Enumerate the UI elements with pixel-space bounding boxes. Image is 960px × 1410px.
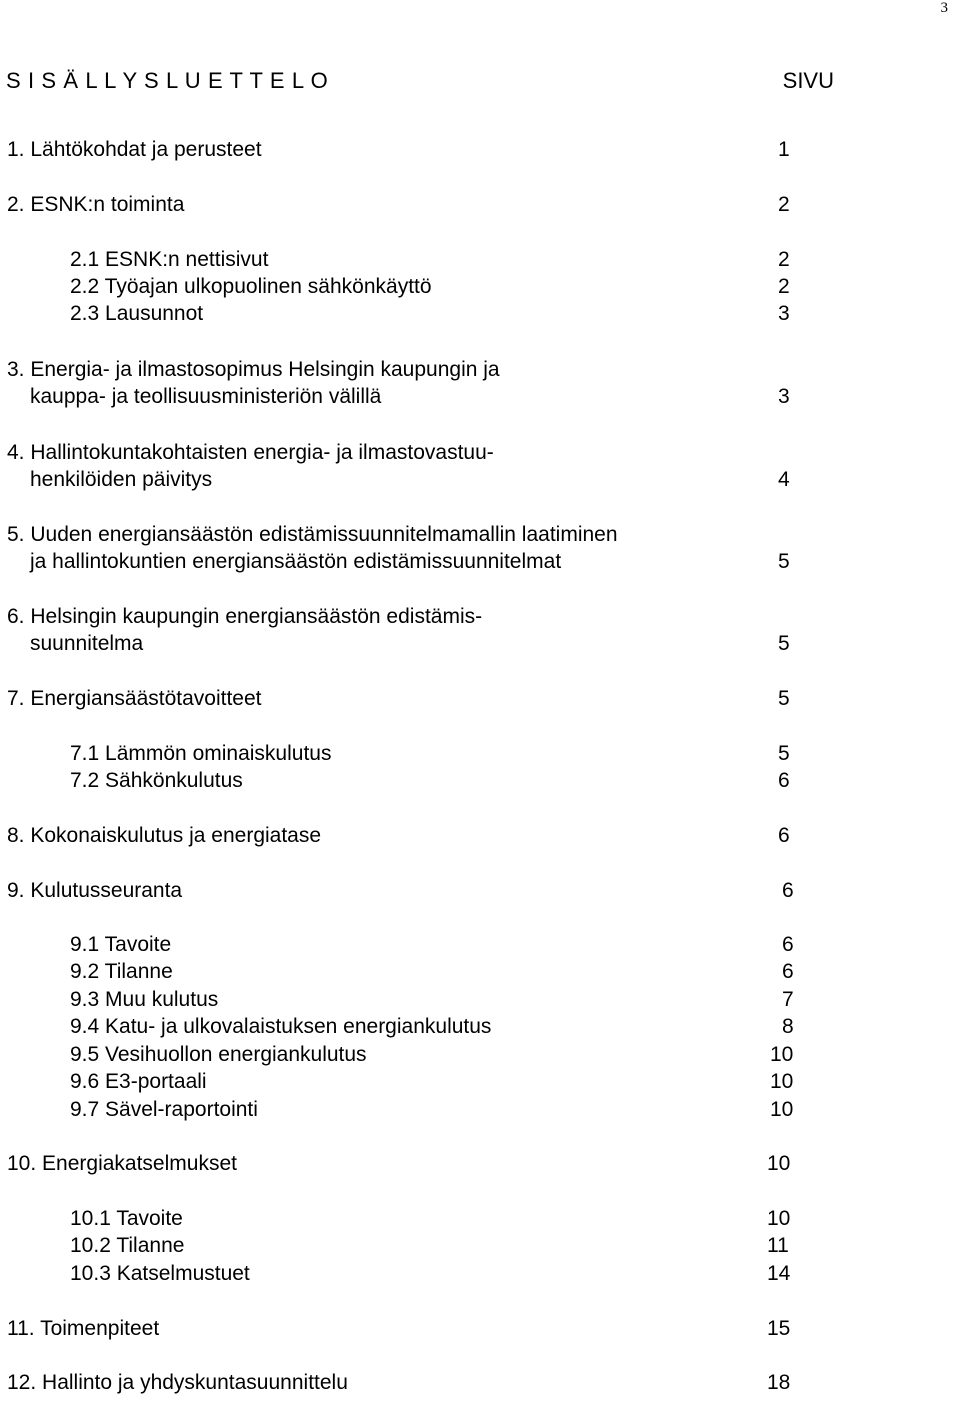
toc-entry-page: 6 [782,933,794,956]
toc-entry-title: 8. Kokonaiskulutus ja energiatase [7,824,322,847]
toc-entry-page: 6 [782,879,794,902]
toc-entry-line [0,1232,960,1260]
toc-entry-page: 2 [778,275,790,298]
toc-entry-line [0,1260,960,1288]
toc-entry-line [0,1315,960,1343]
page-number: 3 [940,0,948,16]
toc-entry-title: 10.1 Tavoite [70,1207,183,1230]
toc-entry-line [0,630,960,658]
toc-entry-page: 6 [778,824,790,847]
toc-entry-line [0,877,960,905]
toc-entry-page: 2 [778,193,790,216]
toc-entry-title: 9.6 E3-portaali [70,1070,207,1093]
toc-entry-line [0,1013,960,1041]
toc-entry-title: ja hallintokuntien energiansäästön edistämissuunnitelmat [30,550,562,573]
toc-entry-page: 4 [778,468,790,491]
toc-entry-title: 11. Toimenpiteet [7,1317,160,1340]
toc-entry-line [0,822,960,850]
toc-entry-line [0,1369,960,1397]
toc-entry-page: 5 [778,550,790,573]
toc-entry-title: 2.2 Työajan ulkopuolinen sähkönkäyttö [70,275,432,298]
toc-entry-line [0,356,960,384]
toc-entry-title: 12. Hallinto ja yhdyskuntasuunnittelu [7,1371,348,1394]
toc-entry-title: 9. Kulutusseuranta [7,879,183,902]
toc-entry-line [0,191,960,219]
toc-entry-line [0,740,960,768]
toc-entry-line [0,1096,960,1124]
toc-header [6,68,840,98]
toc-entry-title: 9.2 Tilanne [70,960,173,983]
toc-entry-line [0,548,960,576]
toc-entry-line [0,466,960,494]
toc-entry-line [0,273,960,301]
toc-entry-line [0,958,960,986]
toc-entry-line [0,767,960,795]
toc-entry-title: 9.1 Tavoite [70,933,172,956]
toc-entry-page: 10 [767,1152,791,1175]
toc-entry-title: 4. Hallintokuntakohtaisten energia- ja ilmastovastuu- [7,441,494,464]
toc-entry-title: 7.2 Sähkönkulutus [70,769,243,792]
page-column-header: SIVU [782,68,834,93]
toc-entry-page: 7 [782,988,794,1011]
toc-entry-title: 9.5 Vesihuollon energiankulutus [70,1043,367,1066]
toc-entry-page: 11 [767,1234,789,1257]
toc-entry-page: 8 [782,1015,794,1038]
toc-entry-page: 18 [767,1371,791,1394]
toc-entry-line [0,136,960,164]
toc-entry-page: 3 [778,385,790,408]
toc-entry-line [0,685,960,713]
toc-entry-title: 2.3 Lausunnot [70,302,204,325]
toc-entry-page: 5 [778,742,790,765]
toc-entry-page: 10 [770,1043,794,1066]
toc-entry-title: 7. Energiansäästötavoitteet [7,687,262,710]
toc-entry-line [0,521,960,549]
toc-entry-title: 9.3 Muu kulutus [70,988,219,1011]
toc-entry-page: 3 [778,302,790,325]
toc-entry-page: 1 [778,138,790,161]
toc-entry-title: suunnitelma [30,632,144,655]
toc-entry-page: 2 [778,248,790,271]
toc-entry-title: 1. Lähtökohdat ja perusteet [7,138,262,161]
toc-entry-page: 6 [782,960,794,983]
toc-entry-line [0,931,960,959]
toc-entry-line [0,1150,960,1178]
toc-entry-page: 5 [778,632,790,655]
toc-entry-page: 10 [770,1098,794,1121]
toc-entry-title: 10.2 Tilanne [70,1234,185,1257]
toc-entry-title: 3. Energia- ja ilmastosopimus Helsingin kaupungin ja [7,358,500,381]
toc-entry-page: 10 [770,1070,794,1093]
toc-entry-page: 5 [778,687,790,710]
toc-entry-title: 9.7 Sävel-raportointi [70,1098,258,1121]
toc-title: S I S Ä L L Y S L U E T T E L O [6,68,329,93]
toc-entry-line [0,246,960,274]
toc-entry-title: 10. Energiakatselmukset [7,1152,237,1175]
toc-entry-page: 15 [767,1317,791,1340]
toc-entry-title: 5. Uuden energiansäästön edistämissuunnitelmamallin laatiminen [7,523,618,546]
toc-entry-line [0,300,960,328]
toc-entry-title: henkilöiden päivitys [30,468,213,491]
toc-entry-title: 10.3 Katselmustuet [70,1262,250,1285]
toc-entry-line [0,1205,960,1233]
toc-entry-line [0,1041,960,1069]
toc-entry-title: 6. Helsingin kaupungin energiansäästön edistämis- [7,605,483,628]
toc-entry-title: kauppa- ja teollisuusministeriön välillä [30,385,382,408]
toc-entry-line [0,1068,960,1096]
toc-entry-line [0,603,960,631]
toc-entry-line [0,986,960,1014]
toc-entry-title: 9.4 Katu- ja ulkovalaistuksen energiankulutus [70,1015,492,1038]
toc-entry-title: 7.1 Lämmön ominaiskulutus [70,742,332,765]
toc-entry-title: 2.1 ESNK:n nettisivut [70,248,269,271]
toc-entry-page: 14 [767,1262,791,1285]
toc-entry-page: 10 [767,1207,791,1230]
toc-entry-line [0,383,960,411]
toc-entry-line [0,439,960,467]
toc-entry-page: 6 [778,769,790,792]
toc-entry-title: 2. ESNK:n toiminta [7,193,185,216]
